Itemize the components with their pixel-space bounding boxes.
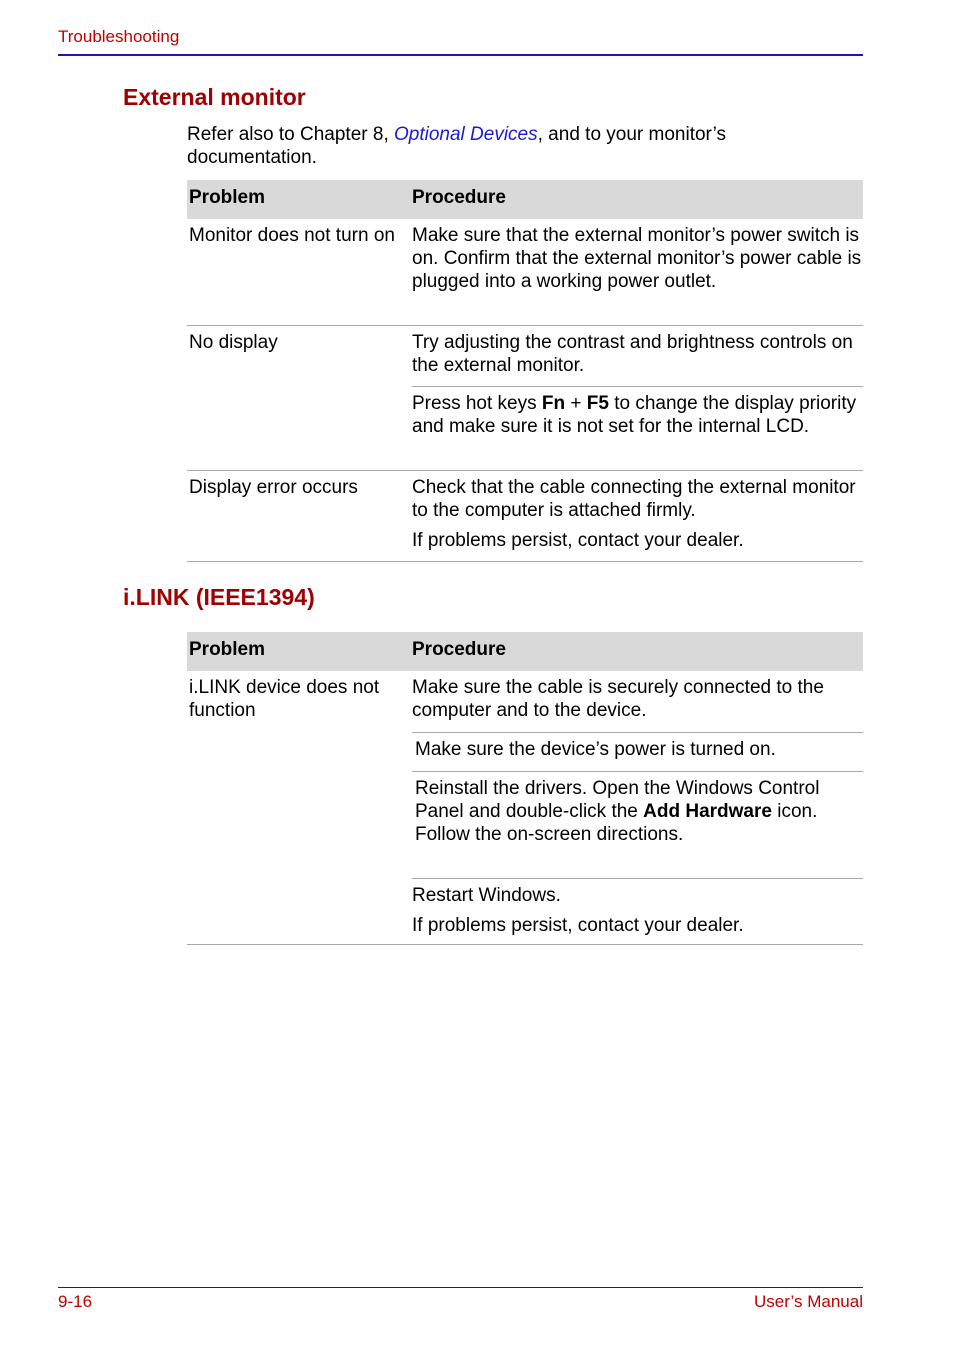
table-row [187,671,863,944]
footer-rule [58,1287,863,1288]
procedure-text [412,772,863,878]
procedure-text: Restart Windows. [412,885,561,906]
procedure-cell [412,326,863,470]
running-header: Troubleshooting [58,27,180,46]
column-header-procedure: Procedure [412,639,506,660]
procedure-cell [412,671,863,944]
hotkey-f5: F5 [586,393,609,414]
procedure-text-post: to change the display priority and make sure it is not set for the internal LCD. [412,393,857,437]
hotkey-fn: Fn [541,393,566,414]
procedure-cell [412,219,863,293]
problem-cell: No display [189,332,278,353]
procedure-text: Make sure the cable is securely connected to the computer and to the device. [412,677,824,721]
intro-text-post: , and to your monitor’s documentation. [187,124,726,168]
procedure-text: Try adjusting the contrast and brightness controls on the external monitor. [412,332,853,376]
external-monitor-table [187,180,863,562]
procedure-text: Check that the cable connecting the external monitor to the computer is attached firmly. [412,477,856,521]
procedure-text-pre: Reinstall the drivers. Open the Windows Control Panel and double-click the [415,778,820,822]
procedure-text: Make sure the device’s power is turned on. [415,739,776,760]
column-header-problem: Problem [189,187,266,208]
optional-devices-link[interactable]: Optional Devices [394,124,538,145]
table-header [187,632,863,671]
procedure-text-post: icon. Follow the on-screen directions. [415,801,818,845]
procedure-text-pre: Press hot keys [412,393,542,414]
page-number: 9-16 [58,1292,93,1311]
column-header-procedure: Procedure [412,187,506,208]
intro-paragraph [187,123,827,169]
problem-cell: i.LINK device does not function [189,677,380,721]
table-header [187,180,863,219]
table-row [187,326,863,470]
footer-title: User’s Manual [754,1292,863,1311]
row-divider [187,944,863,945]
problem-cell: Monitor does not turn on [189,225,395,246]
problem-cell: Display error occurs [189,477,358,498]
procedure-text [412,387,863,470]
procedure-text: If problems persist, contact your dealer. [412,530,744,551]
header-rule [58,54,863,56]
table-row [187,219,863,325]
ilink-table [187,632,863,945]
plus-sign: + [565,393,587,414]
add-hardware-label: Add Hardware [643,801,772,822]
column-header-problem: Problem [189,639,266,660]
procedure-cell [412,471,863,552]
intro-text-pre: Refer also to Chapter 8, [187,124,394,145]
procedure-text: Make sure that the external monitor’s power switch is on. Confirm that the external monitor’s power cable is plugged into a working power outlet. [412,225,862,292]
section-heading-external-monitor: External monitor [123,84,306,110]
section-heading-ilink: i.LINK (IEEE1394) [123,584,315,610]
row-divider [187,561,863,562]
table-row [187,471,863,561]
procedure-text: If problems persist, contact your dealer. [412,915,744,936]
